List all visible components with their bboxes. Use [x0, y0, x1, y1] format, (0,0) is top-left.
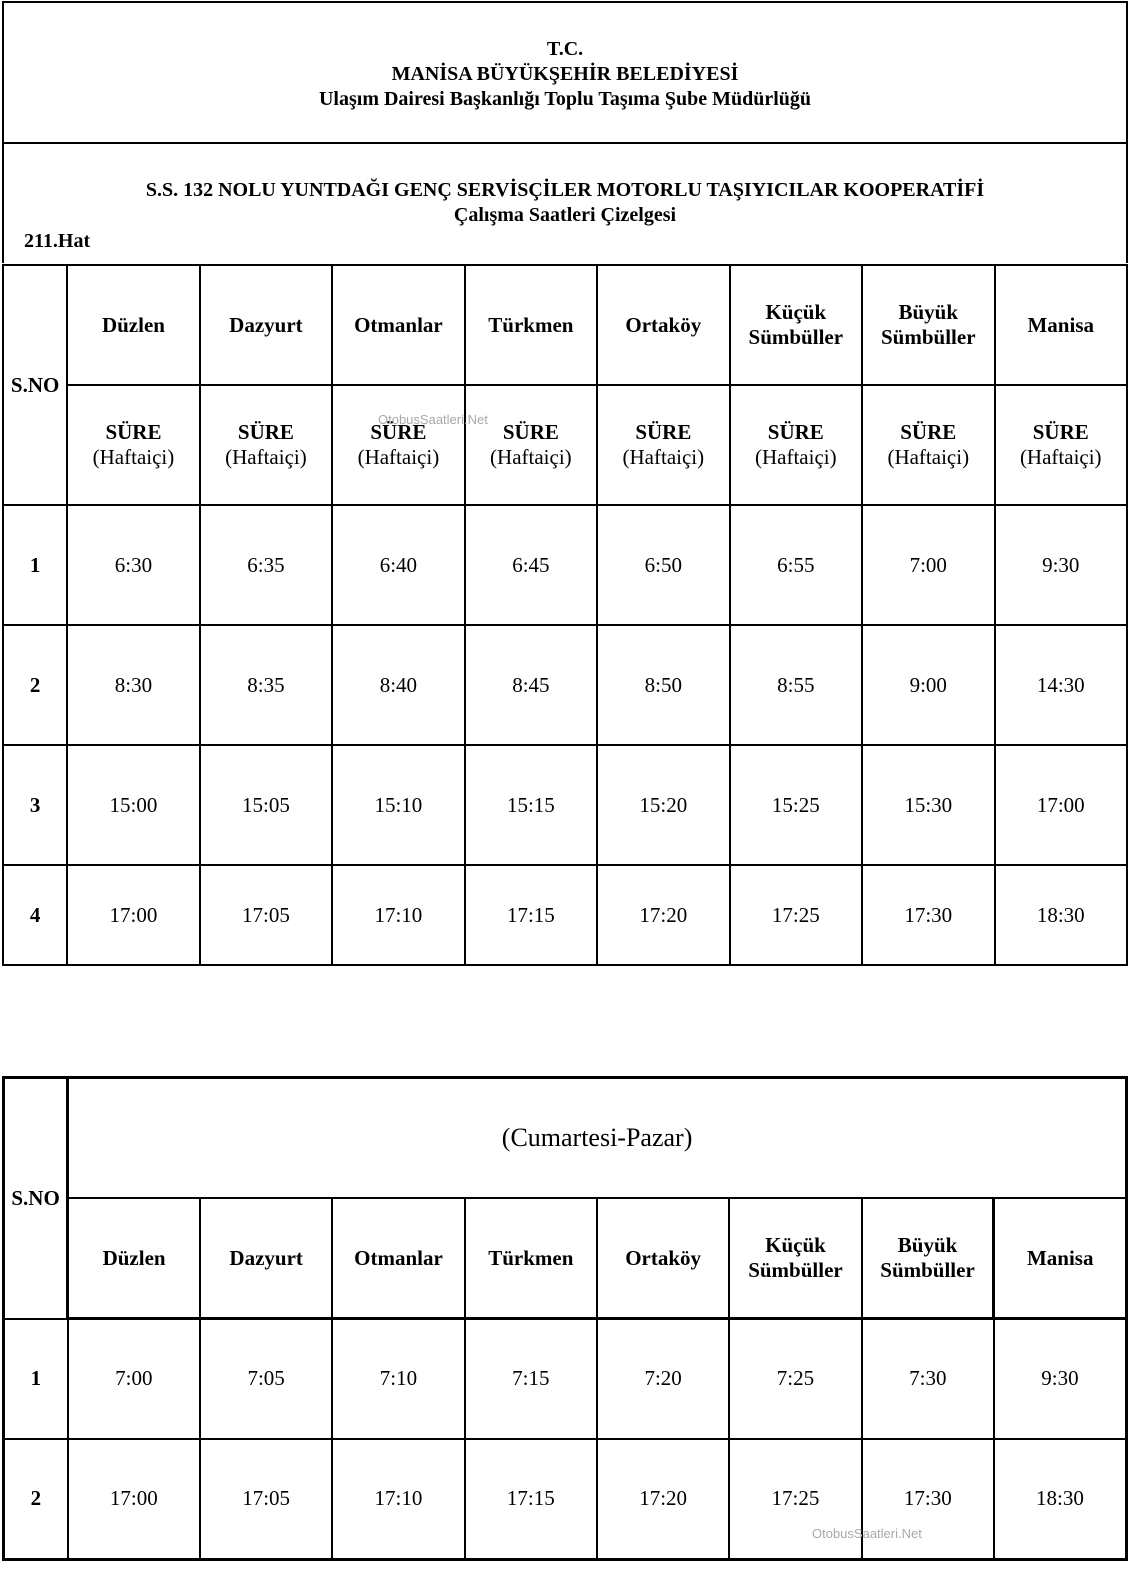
stop-name: Türkmen — [488, 1245, 574, 1270]
stop-name: Dazyurt — [229, 1245, 303, 1270]
period-label: SÜRE — [502, 420, 559, 444]
period-label: SÜRE — [1032, 420, 1089, 444]
stop-header — [597, 265, 729, 385]
period-sub: (Haftaiçi) — [490, 445, 572, 469]
period-cell — [332, 385, 464, 505]
period-cell — [67, 385, 199, 505]
period-cell — [200, 385, 332, 505]
table-row — [3, 745, 1127, 865]
row-number: 4 — [3, 865, 67, 965]
stop-header — [332, 1198, 464, 1319]
stop-header — [729, 1198, 861, 1319]
time-cell: 17:20 — [597, 865, 729, 965]
time-cell: 17:15 — [465, 1439, 597, 1560]
stop-name: Ortaköy — [625, 1245, 702, 1270]
stop-header — [67, 265, 199, 385]
stop-name: Küçük — [765, 300, 827, 324]
header-line-2: MANİSA BÜYÜKŞEHİR BELEDİYESİ — [391, 63, 739, 85]
stop-name-line2: Sümbüller — [881, 325, 976, 349]
stop-name: Otmanlar — [354, 312, 443, 337]
period-cell — [730, 385, 862, 505]
watermark: OtobusSaatleri.Net — [812, 1526, 922, 1541]
time-cell: 17:05 — [200, 865, 332, 965]
stop-name: Büyük — [898, 300, 959, 324]
time-cell: 9:30 — [995, 505, 1128, 625]
time-cell: 8:50 — [597, 625, 729, 745]
stop-name: Manisa — [1026, 1245, 1094, 1270]
schedule-subtitle: Çalışma Saatleri Çizelgesi — [453, 204, 677, 226]
time-cell: 17:30 — [862, 1439, 994, 1560]
stop-name: Türkmen — [488, 312, 574, 337]
time-cell: 18:30 — [995, 865, 1128, 965]
period-label: SÜRE — [900, 420, 957, 444]
stop-header — [200, 265, 332, 385]
time-cell: 6:35 — [200, 505, 332, 625]
period-sub: (Haftaiçi) — [225, 445, 307, 469]
time-cell: 17:25 — [729, 1439, 861, 1560]
time-cell: 17:30 — [862, 865, 994, 965]
table-row — [3, 865, 1127, 965]
stop-header — [68, 1198, 200, 1319]
row-number: 1 — [4, 1319, 68, 1439]
time-cell: 9:00 — [862, 625, 994, 745]
stop-name: Otmanlar — [354, 1245, 443, 1270]
stop-name: Büyük — [897, 1233, 958, 1257]
period-sub: (Haftaiçi) — [754, 445, 837, 469]
table-row — [3, 625, 1127, 745]
stop-header — [862, 1198, 994, 1319]
period-label: SÜRE — [635, 420, 692, 444]
period-sub: (Haftaiçi) — [887, 445, 970, 469]
weekday-schedule-table — [2, 264, 1128, 966]
time-cell: 15:00 — [67, 745, 199, 865]
time-cell: 6:55 — [730, 505, 862, 625]
stop-header — [200, 1198, 332, 1319]
time-cell: 6:50 — [597, 505, 729, 625]
sno-header: S.NO — [3, 265, 67, 505]
period-sub: (Haftaiçi) — [357, 445, 440, 469]
time-cell: 8:40 — [332, 625, 464, 745]
period-label: SÜRE — [767, 420, 824, 444]
stop-header — [862, 265, 994, 385]
time-cell: 8:45 — [465, 625, 597, 745]
table-row — [4, 1319, 1127, 1439]
table-row — [3, 505, 1127, 625]
stop-name: Manisa — [1027, 312, 1094, 337]
stop-name: Dazyurt — [229, 312, 303, 337]
time-cell: 7:25 — [729, 1319, 861, 1439]
time-cell: 17:15 — [465, 865, 597, 965]
time-cell: 8:55 — [730, 625, 862, 745]
time-cell: 17:10 — [332, 865, 464, 965]
stop-header — [597, 1198, 729, 1319]
time-cell: 15:05 — [200, 745, 332, 865]
time-cell: 9:30 — [994, 1319, 1127, 1439]
header-line-3: Ulaşım Dairesi Başkanlığı Toplu Taşıma Şube Müdürlüğü — [318, 88, 812, 110]
time-cell: 7:00 — [862, 505, 994, 625]
time-cell: 14:30 — [995, 625, 1128, 745]
row-number: 2 — [3, 625, 67, 745]
cooperative-name: S.S. 132 NOLU YUNTDAĞI GENÇ SERVİSÇİLER MOTORLU TAŞIYICILAR KOOPERATİFİ — [145, 179, 985, 201]
period-sub: (Haftaiçi) — [1019, 445, 1102, 469]
time-cell: 7:30 — [862, 1319, 994, 1439]
stop-name: Küçük — [765, 1233, 826, 1257]
stop-name-line2: Sümbüller — [748, 1258, 843, 1282]
period-sub: (Haftaiçi) — [622, 445, 705, 469]
stop-header — [465, 1198, 597, 1319]
time-cell: 6:40 — [332, 505, 464, 625]
weekend-title-row — [4, 1078, 1127, 1199]
sno-header: S.NO — [4, 1078, 68, 1319]
table-row — [4, 1439, 1127, 1560]
time-cell: 15:10 — [332, 745, 464, 865]
period-row — [3, 385, 1127, 505]
time-cell: 7:10 — [332, 1319, 464, 1439]
time-cell: 15:20 — [597, 745, 729, 865]
time-cell: 17:10 — [332, 1439, 464, 1560]
time-cell: 8:35 — [200, 625, 332, 745]
stop-header — [332, 265, 464, 385]
time-cell: 7:20 — [597, 1319, 729, 1439]
time-cell: 15:15 — [465, 745, 597, 865]
line-number: 211.Hat — [24, 230, 91, 252]
time-cell: 6:30 — [67, 505, 199, 625]
stop-header — [465, 265, 597, 385]
row-number: 3 — [3, 745, 67, 865]
time-cell: 18:30 — [994, 1439, 1127, 1560]
time-cell: 8:30 — [67, 625, 199, 745]
stop-name-line2: Sümbüller — [880, 1258, 975, 1282]
stops-row — [4, 1198, 1127, 1319]
time-cell: 7:15 — [465, 1319, 597, 1439]
row-number: 1 — [3, 505, 67, 625]
time-cell: 17:00 — [67, 865, 199, 965]
stops-row — [3, 265, 1127, 385]
period-cell — [597, 385, 729, 505]
weekend-title: (Cumartesi-Pazar) — [68, 1078, 1127, 1199]
row-number: 2 — [4, 1439, 68, 1560]
period-label: SÜRE — [105, 420, 162, 444]
time-cell: 17:00 — [995, 745, 1128, 865]
time-cell: 17:05 — [200, 1439, 332, 1560]
stop-header — [994, 1198, 1127, 1319]
stop-name-line2: Sümbüller — [748, 325, 844, 349]
cooperative-header — [2, 142, 1128, 263]
time-cell: 17:00 — [68, 1439, 200, 1560]
time-cell: 17:25 — [730, 865, 862, 965]
header-line-1: T.C. — [546, 38, 584, 60]
time-cell: 7:00 — [68, 1319, 200, 1439]
stop-name: Düzlen — [102, 1245, 166, 1270]
header — [2, 1, 1128, 144]
stop-header — [730, 265, 862, 385]
time-cell: 6:45 — [465, 505, 597, 625]
stop-name: Düzlen — [101, 312, 165, 337]
stop-name: Ortaköy — [625, 312, 702, 337]
period-cell — [995, 385, 1128, 505]
weekend-schedule-table — [2, 1076, 1128, 1561]
time-cell: 15:30 — [862, 745, 994, 865]
period-cell — [465, 385, 597, 505]
time-cell: 15:25 — [730, 745, 862, 865]
period-label: SÜRE — [370, 420, 427, 444]
stop-header — [995, 265, 1128, 385]
time-cell: 17:20 — [597, 1439, 729, 1560]
time-cell: 7:05 — [200, 1319, 332, 1439]
period-label: SÜRE — [237, 420, 294, 444]
period-sub: (Haftaiçi) — [92, 445, 175, 469]
watermark: OtobusSaatleri.Net — [378, 412, 488, 427]
period-cell — [862, 385, 994, 505]
